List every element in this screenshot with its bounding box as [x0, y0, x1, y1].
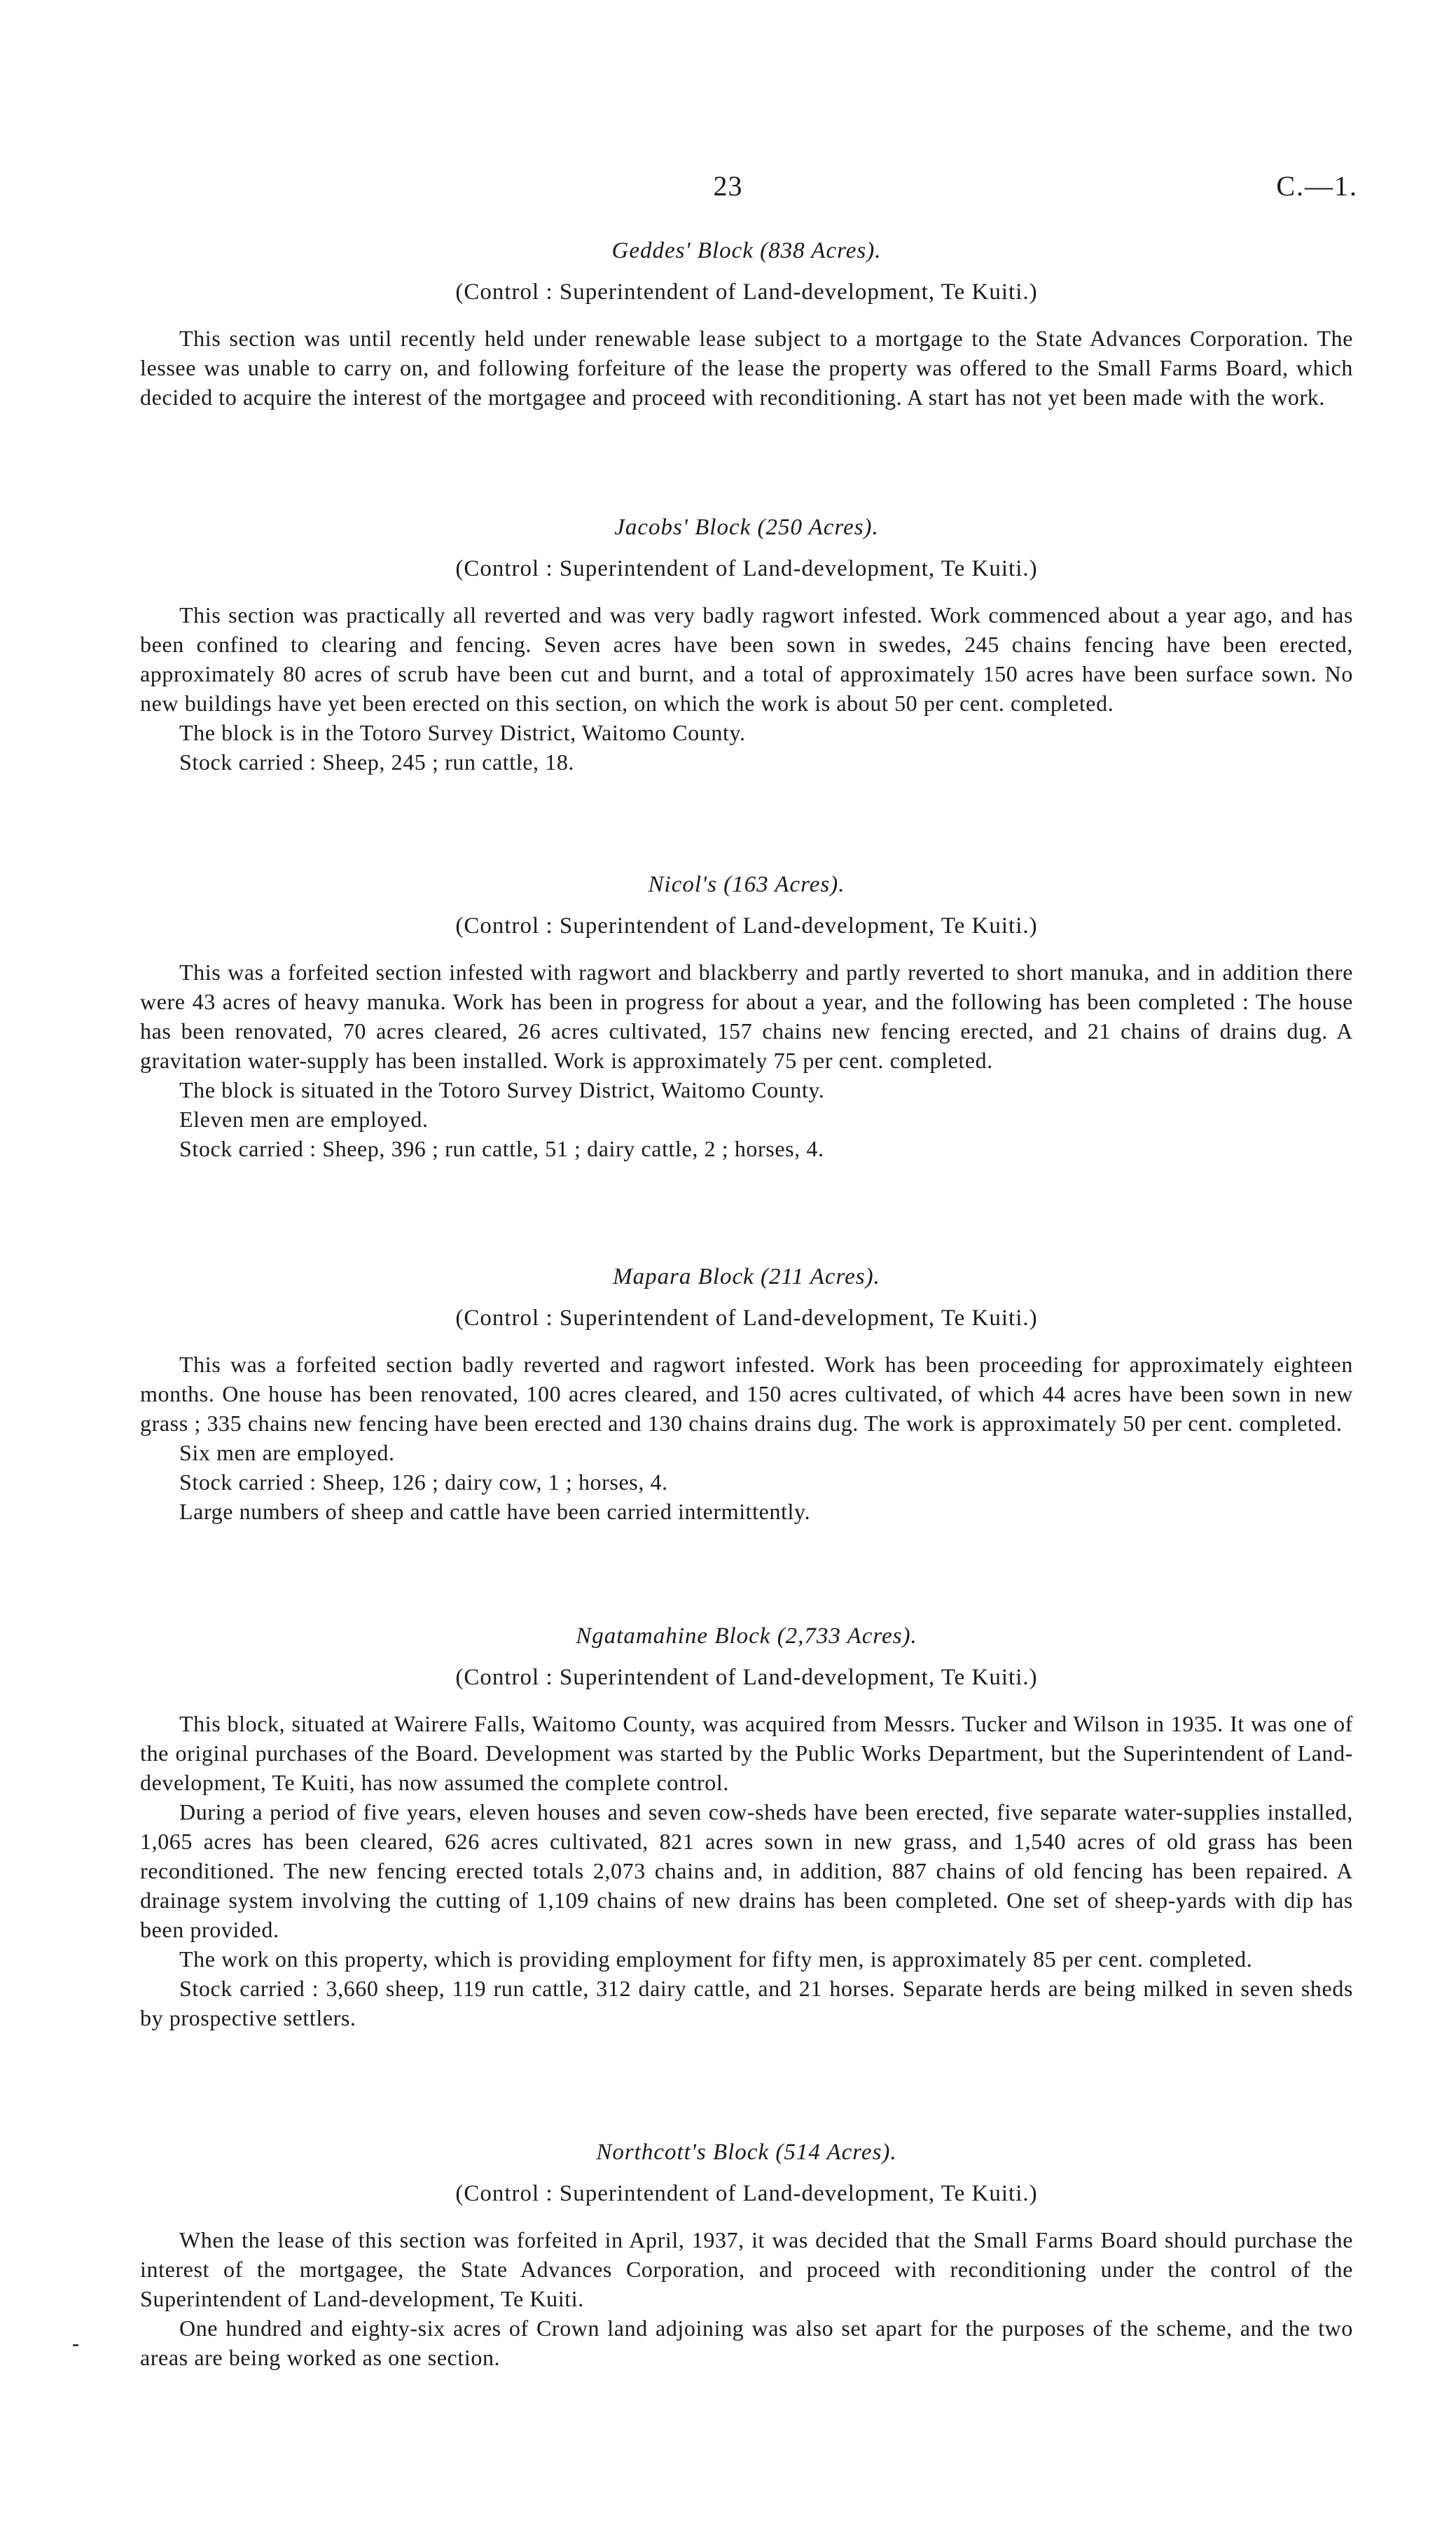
section-control: (Control : Superintendent of Land-development, Te Kuiti.): [455, 913, 1038, 939]
paragraph: The work on this property, which is providing employment for fifty men, is approximately 85 per cent. completed.: [179, 1946, 1253, 1972]
section-nicols-block: [140, 872, 1353, 1163]
paragraph: Stock carried : 3,660 sheep, 119 run cattle, 312 dairy cattle, and 21 horses. Separate herds are being milked in seven sheds by prospective settlers.: [140, 1976, 1353, 2030]
section-title: Geddes' Block (838 Acres).: [611, 238, 882, 263]
page-number: 23: [713, 170, 743, 202]
paragraph: Stock carried : Sheep, 396 ; run cattle, 51 ; dairy cattle, 2 ; horses, 4.: [179, 1136, 824, 1161]
section-title: Nicol's (163 Acres).: [648, 872, 845, 897]
paragraph: This block, situated at Wairere Falls, Waitomo County, was acquired from Messrs. Tucker and Wilson in 1935. It was one of the original purchases of the Board. Development was started by the Public Works Department, but the Superintendent of Land-development, Te Kuiti, has now assumed the complete control.: [140, 1711, 1353, 1795]
section-title: Mapara Block (211 Acres).: [613, 1264, 880, 1289]
margin-mark: [73, 2344, 78, 2346]
paragraph: During a period of five years, eleven houses and seven cow-sheds have been erected, five separate water-supplies installed, 1,065 acres has been cleared, 626 acres cultivated, 821 acres sown in new grass, and 1,540 acres of old grass has been reconditioned. The new fencing erected totals 2,073 chains and, in addition, 887 chains of old fencing has been repaired. A drainage system involving the cutting of 1,109 chains of new drains has been completed. One set of sheep-yards with dip has been provided.: [140, 1799, 1353, 1942]
section-northcotts-block: [140, 2140, 1353, 2372]
section-control: (Control : Superintendent of Land-development, Te Kuiti.): [455, 556, 1038, 581]
section-control: (Control : Superintendent of Land-development, Te Kuiti.): [455, 1306, 1038, 1331]
section-mapara-block: [140, 1264, 1353, 1526]
paragraph: This section was until recently held under renewable lease subject to a mortgage to the State Advances Corporation. The lessee was unable to carry on, and following forfeiture of the lease the property was offered to the Small Farms Board, which decided to acquire the interest of the mortgagee and proceed with reconditioning. A start has not yet been made with the work.: [140, 326, 1353, 410]
document-reference: C.—1.: [1276, 170, 1358, 202]
section-title: Jacobs' Block (250 Acres).: [614, 515, 879, 540]
section-title: Northcott's Block (514 Acres).: [596, 2140, 897, 2165]
paragraph: Stock carried : Sheep, 126 ; dairy cow, 1 ; horses, 4.: [179, 1469, 668, 1495]
paragraph: Stock carried : Sheep, 245 ; run cattle, 18.: [179, 749, 575, 775]
section-control: (Control : Superintendent of Land-development, Te Kuiti.): [455, 2181, 1038, 2206]
section-ngatamahine-block: [140, 1623, 1353, 2033]
section-control: (Control : Superintendent of Land-development, Te Kuiti.): [455, 1665, 1038, 1690]
section-control: (Control : Superintendent of Land-development, Te Kuiti.): [455, 279, 1038, 305]
paragraph: Six men are employed.: [179, 1440, 395, 1465]
paragraph: This section was practically all reverted and was very badly ragwort infested. Work commenced about a year ago, and has been confined to clearing and fencing. Seven acres have been sown in swedes, 245 chains fencing have been erected, approximately 80 acres of scrub have been cut and burnt, and a total of approximately 150 acres have been surface sown. No new buildings have yet been erected on this section, on which the work is about 50 per cent. completed.: [140, 602, 1353, 716]
paragraph: Large numbers of sheep and cattle have been carried intermittently.: [179, 1499, 811, 1524]
paragraph: Eleven men are employed.: [179, 1107, 429, 1132]
section-jacobs-block: [140, 515, 1353, 777]
paragraph: This was a forfeited section infested with ragwort and blackberry and partly reverted to short manuka, and in addition there were 43 acres of heavy manuka. Work has been in progress for about a year, and the following has been completed : The house has been renovated, 70 acres cleared, 26 acres cultivated, 157 chains new fencing erected, and 21 chains of drains dug. A gravitation water-supply has been installed. Work is approximately 75 per cent. completed.: [140, 960, 1353, 1073]
paragraph: The block is situated in the Totoro Survey District, Waitomo County.: [179, 1077, 825, 1102]
section-geddes-block: [140, 238, 1353, 412]
section-title: Ngatamahine Block (2,733 Acres).: [576, 1623, 917, 1649]
paragraph: One hundred and eighty-six acres of Crown land adjoining was also set apart for the purposes of the scheme, and the two areas are being worked as one section.: [140, 2315, 1353, 2370]
paragraph: When the lease of this section was forfeited in April, 1937, it was decided that the Small Farms Board should purchase the interest of the mortgagee, the State Advances Corporation, and proceed with reconditioning under the control of the Superintendent of Land-development, Te Kuiti.: [140, 2227, 1353, 2311]
paragraph: The block is in the Totoro Survey District, Waitomo County.: [179, 720, 746, 745]
paragraph: This was a forfeited section badly reverted and ragwort infested. Work has been proceeding for approximately eighteen months. One house has been renovated, 100 acres cleared, and 150 acres cultivated, of which 44 acres have been sown in new grass ; 335 chains new fencing have been erected and 130 chains drains dug. The work is approximately 50 per cent. completed.: [140, 1352, 1353, 1436]
